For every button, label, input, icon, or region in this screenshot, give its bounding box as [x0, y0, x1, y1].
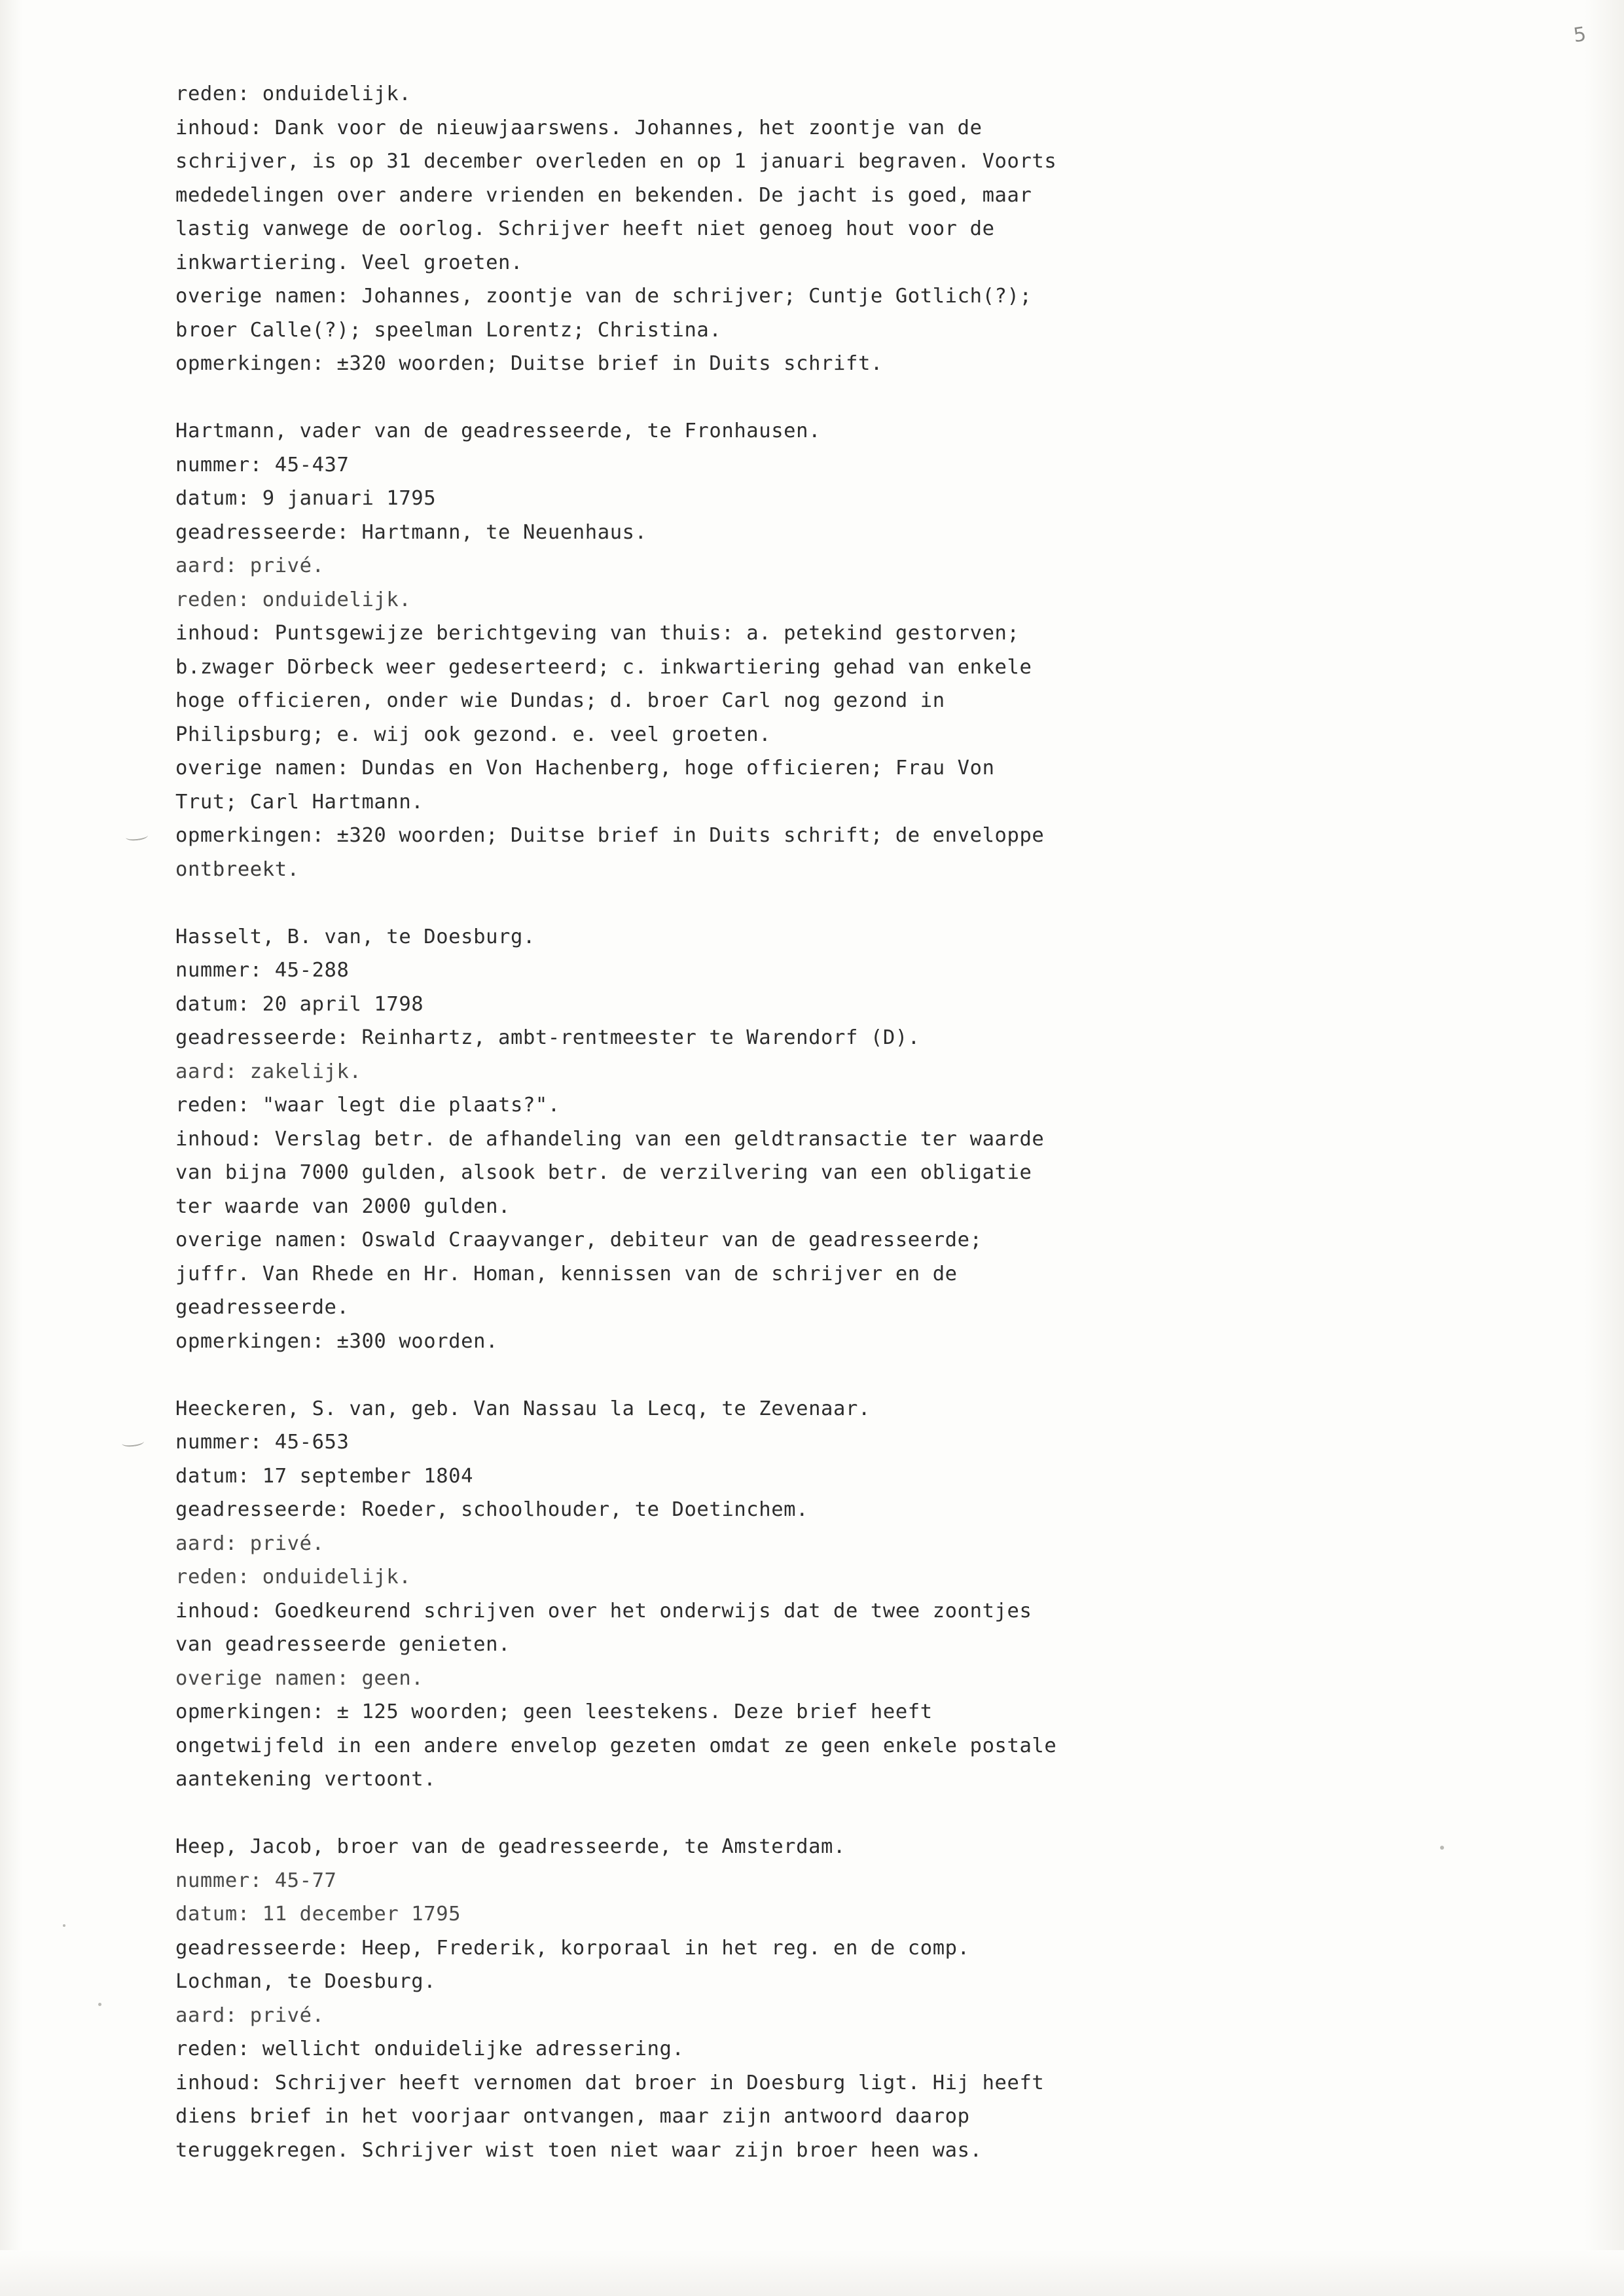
- text-line: opmerkingen: ±320 woorden; Duitse brief in Duits schrift.: [175, 352, 883, 375]
- entry-hasselt: [175, 920, 1452, 1359]
- text-line: reden: onduidelijk.: [175, 1566, 412, 1588]
- text-line: aard: zakelijk.: [175, 1060, 362, 1083]
- text-line: van geadresseerde genieten.: [175, 1633, 511, 1656]
- pen-mark-2: [121, 1437, 144, 1447]
- text-line: Lochman, te Doesburg.: [175, 1970, 437, 1993]
- scan-edge-bottom: [0, 2250, 1624, 2296]
- text-line: nummer: 45-653: [175, 1431, 350, 1454]
- document-text: [175, 77, 1452, 2167]
- text-line: van bijna 7000 gulden, alsook betr. de verzilvering van een obligatie: [175, 1161, 1032, 1184]
- text-line: diens brief in het voorjaar ontvangen, maar zijn antwoord daarop: [175, 2105, 970, 2128]
- speck-1: [98, 2003, 101, 2006]
- entry-heading: Hasselt, B. van, te Doesburg.: [175, 925, 535, 948]
- entry-heading: Heeckeren, S. van, geb. Van Nassau la Lecq, te Zevenaar.: [175, 1397, 871, 1420]
- text-line: overige namen: Oswald Craayvanger, debiteur van de geadresseerde;: [175, 1229, 983, 1251]
- text-line: inhoud: Dank voor de nieuwjaarswens. Johannes, het zoontje van de: [175, 116, 983, 139]
- text-line: inkwartiering. Veel groeten.: [175, 251, 523, 274]
- text-line: datum: 9 januari 1795: [175, 487, 437, 510]
- entry-heep: [175, 1830, 1452, 2167]
- text-line: reden: wellicht onduidelijke adressering.: [175, 2037, 685, 2060]
- text-line: nummer: 45-288: [175, 959, 350, 982]
- text-line: geadresseerde: Roeder, schoolhouder, te Doetinchem.: [175, 1498, 809, 1521]
- text-line: geadresseerde: Hartmann, te Neuenhaus.: [175, 520, 647, 544]
- text-line: nummer: 45-437: [175, 453, 350, 476]
- text-line: aard: privé.: [175, 1532, 325, 1555]
- text-line: opmerkingen: ±300 woorden.: [175, 1329, 499, 1353]
- text-line: Trut; Carl Hartmann.: [175, 790, 424, 814]
- text-line: datum: 17 september 1804: [175, 1464, 474, 1488]
- pen-mark-1: [125, 831, 148, 841]
- text-line: reden: "waar legt die plaats?".: [175, 1094, 560, 1117]
- text-line: mededelingen over andere vrienden en bekenden. De jacht is goed, maar: [175, 183, 1032, 207]
- text-line: nummer: 45-77: [175, 1869, 337, 1892]
- text-line: reden: onduidelijk.: [175, 82, 412, 105]
- text-line: opmerkingen: ±320 woorden; Duitse brief in Duits schrift; de enveloppe: [175, 824, 1045, 847]
- text-line: juffr. Van Rhede en Hr. Homan, kennissen van de schrijver en de: [175, 1262, 958, 1285]
- text-line: schrijver, is op 31 december overleden en op 1 januari begraven. Voorts: [175, 150, 1057, 173]
- scan-edge-right: [1585, 0, 1624, 2296]
- text-line: geadresseerde: Reinhartz, ambt-rentmeester te Warendorf (D).: [175, 1026, 920, 1049]
- text-line: geadresseerde: Heep, Frederik, korporaal in het reg. en de comp.: [175, 1936, 970, 1960]
- text-line: opmerkingen: ± 125 woorden; geen leestekens. Deze brief heeft: [175, 1700, 933, 1723]
- text-line: hoge officieren, onder wie Dundas; d. broer Carl nog gezond in: [175, 689, 945, 712]
- entry-partial-top: [175, 77, 1452, 381]
- text-line: overige namen: Dundas en Von Hachenberg, hoge officieren; Frau Von: [175, 757, 995, 780]
- text-line: ongetwijfeld in een andere envelop gezeten omdat ze geen enkele postale: [175, 1734, 1057, 1757]
- text-line: Philipsburg; e. wij ook gezond. e. veel groeten.: [175, 723, 772, 746]
- text-line: b.zwager Dörbeck weer gedeserteerd; c. inkwartiering gehad van enkele: [175, 655, 1032, 679]
- entry-heeckeren: [175, 1392, 1452, 1797]
- text-line: ter waarde van 2000 gulden.: [175, 1194, 511, 1218]
- text-line: ontbreekt.: [175, 857, 300, 881]
- entry-heading: Hartmann, vader van de geadresseerde, te Fronhausen.: [175, 420, 821, 442]
- page-corner-mark: 5: [1572, 22, 1588, 48]
- text-line: reden: onduidelijk.: [175, 588, 412, 611]
- scan-edge-left: [0, 0, 22, 2296]
- text-line: teruggekregen. Schrijver wist toen niet waar zijn broer heen was.: [175, 2138, 983, 2162]
- speck-3: [63, 1924, 65, 1927]
- text-line: inhoud: Puntsgewijze berichtgeving van thuis: a. petekind gestorven;: [175, 622, 1020, 645]
- entry-hartmann: [175, 414, 1452, 886]
- text-line: inhoud: Verslag betr. de afhandeling van een geldtransactie ter waarde: [175, 1127, 1045, 1151]
- text-line: broer Calle(?); speelman Lorentz; Christina.: [175, 318, 722, 342]
- text-line: inhoud: Goedkeurend schrijven over het onderwijs dat de twee zoontjes: [175, 1599, 1032, 1623]
- text-line: aantekening vertoont.: [175, 1768, 437, 1791]
- text-line: overige namen: Johannes, zoontje van de schrijver; Cuntje Gotlich(?);: [175, 285, 1032, 308]
- text-line: lastig vanwege de oorlog. Schrijver heeft niet genoeg hout voor de: [175, 217, 995, 240]
- text-line: aard: privé.: [175, 2003, 325, 2027]
- text-line: inhoud: Schrijver heeft vernomen dat broer in Doesburg ligt. Hij heeft: [175, 2071, 1045, 2094]
- entry-heading: Heep, Jacob, broer van de geadresseerde, te Amsterdam.: [175, 1835, 846, 1858]
- text-line: datum: 20 april 1798: [175, 992, 424, 1016]
- text-line: overige namen: geen.: [175, 1666, 424, 1690]
- text-line: aard: privé.: [175, 554, 325, 577]
- text-line: geadresseerde.: [175, 1296, 350, 1319]
- text-line: datum: 11 december 1795: [175, 1903, 461, 1926]
